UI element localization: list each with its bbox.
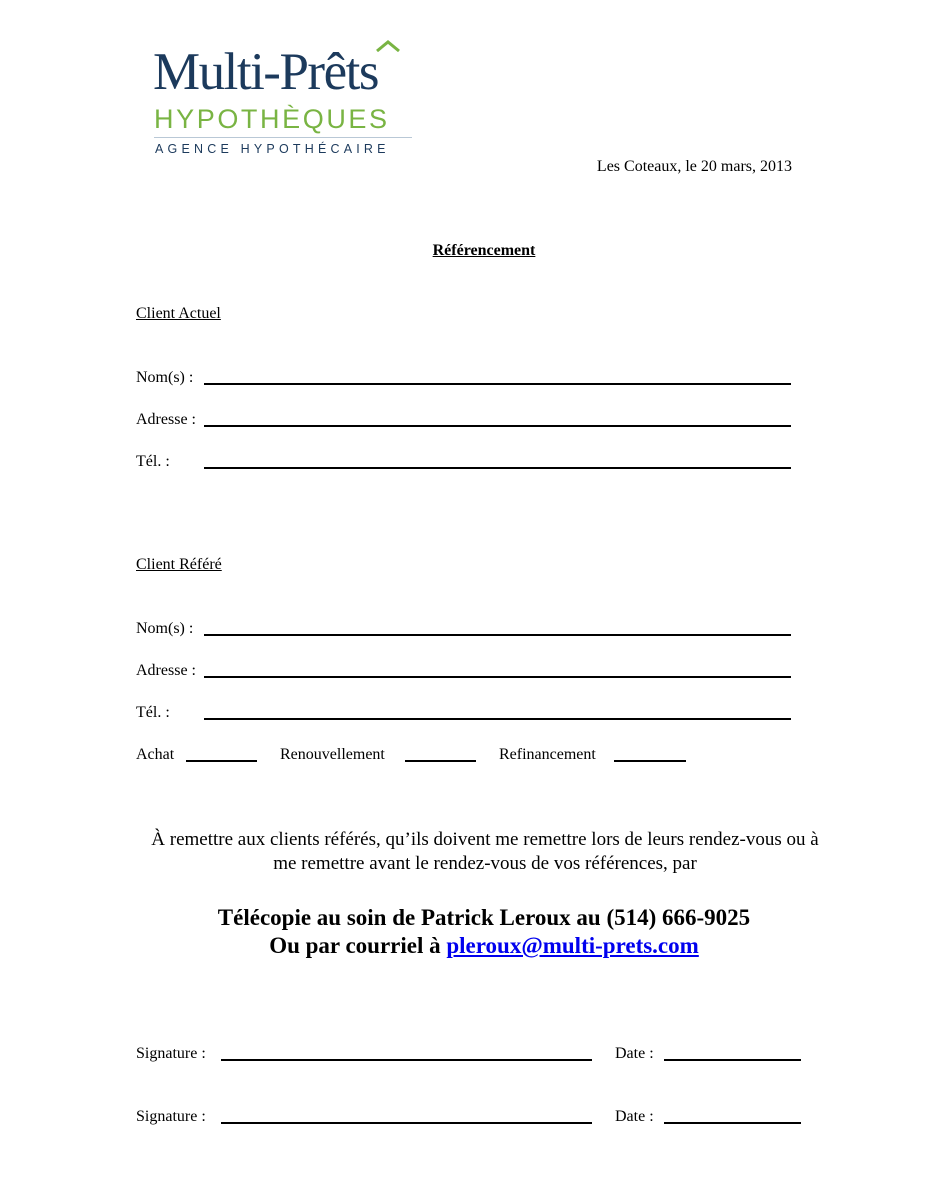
page-title: Référencement [432,242,536,259]
label-tel-actuel: Tél. : [136,453,170,470]
label-adresse-refere: Adresse : [136,662,196,679]
document-date: Les Coteaux, le 20 mars, 2013 [596,158,792,175]
option-label-achat: Achat [136,746,175,763]
field-adresse-actuel[interactable] [204,425,791,427]
date-field-2[interactable] [664,1122,801,1124]
field-tel-refere[interactable] [204,718,791,720]
logo-agency: AGENCE HYPOTHÉCAIRE [155,142,390,156]
logo-wordmark: Multi-Prêts [153,43,378,101]
signature-field-1[interactable] [221,1059,592,1061]
section-heading-client-actuel: Client Actuel [136,305,221,322]
fax-contact-line: Télécopie au soin de Patrick Leroux au (514) 666-9025 [217,905,751,930]
section-heading-client-refere: Client Référé [136,556,222,573]
option-label-renouvellement: Renouvellement [280,746,385,763]
label-nom-refere: Nom(s) : [136,620,194,637]
roof-icon [375,40,401,52]
option-field-achat[interactable] [186,760,257,762]
signature-label-1: Signature : [136,1045,206,1062]
email-contact-line [100,932,868,960]
email-link[interactable]: pleroux@multi-prets.com [446,933,699,958]
date-label-1: Date : [615,1045,654,1062]
label-adresse-actuel: Adresse : [136,411,196,428]
signature-field-2[interactable] [221,1122,592,1124]
option-label-refinancement: Refinancement [499,746,596,763]
email-prefix: Ou par courriel à [269,933,441,958]
logo-subtitle: HYPOTHÈQUES [154,104,390,134]
date-label-2: Date : [615,1108,654,1125]
date-field-1[interactable] [664,1059,801,1061]
field-adresse-refere[interactable] [204,676,791,678]
signature-label-2: Signature : [136,1108,206,1125]
label-nom-actuel: Nom(s) : [136,369,194,386]
logo-divider [154,137,412,138]
field-tel-actuel[interactable] [204,467,791,469]
instructions-paragraph: À remettre aux clients référés, qu’ils doivent me remettre lors de leurs rendez-vous ou à me remettre avant le rendez-vous de vos références, par [151,829,819,874]
option-field-refinancement[interactable] [614,760,686,762]
field-nom-refere[interactable] [204,634,791,636]
label-tel-refere: Tél. : [136,704,170,721]
field-nom-actuel[interactable] [204,383,791,385]
option-field-renouvellement[interactable] [405,760,476,762]
